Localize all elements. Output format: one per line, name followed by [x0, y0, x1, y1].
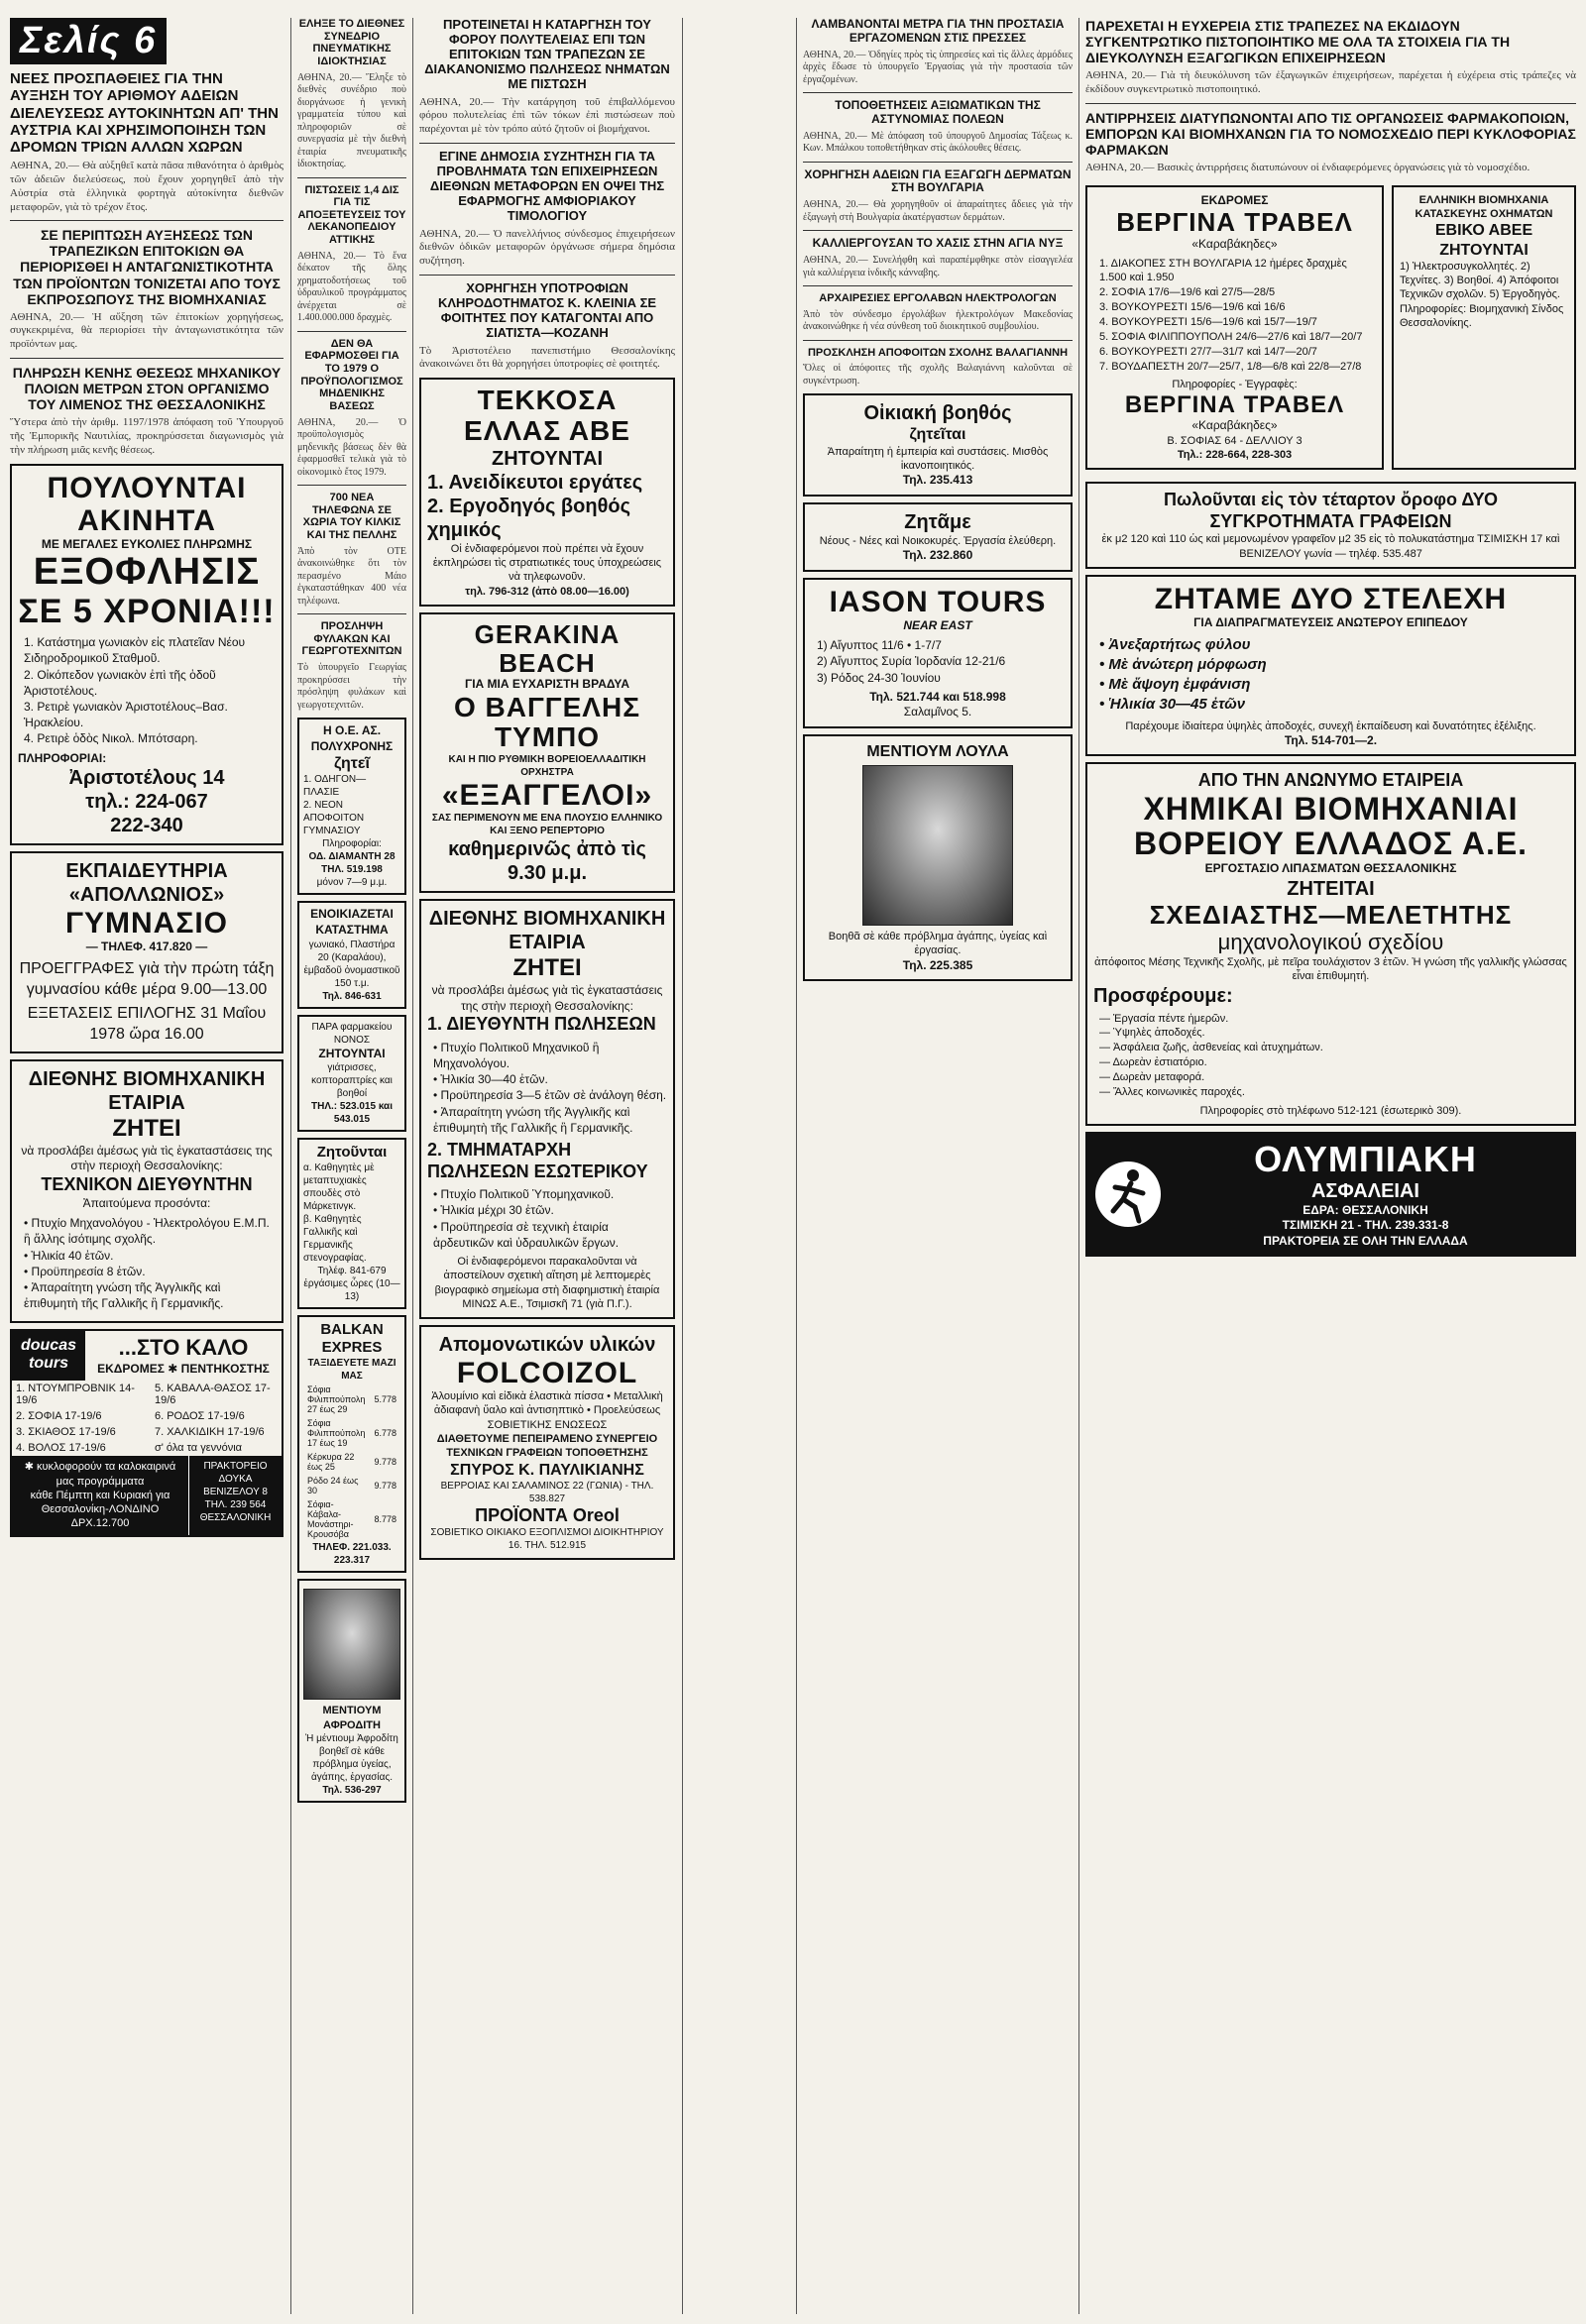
- table-cell: 7. ΧΑΛΚΙΔΙΚΗ 17-19/6: [154, 1426, 265, 1439]
- list-item: • Ἡλικία μέχρι 30 ἐτῶν.: [433, 1203, 554, 1218]
- list-item: β. Καθηγητὲς Γαλλικῆς καὶ Γερμανικῆς στενογραφίας.: [303, 1214, 367, 1265]
- ad-housekeeper: [803, 393, 1073, 496]
- column-rule: [412, 18, 413, 2314]
- ad-title: ΕΚΠΑΙΔΕΥΤΗΡΙΑ «ΑΠΟΛΛΩΝΙΟΣ»: [65, 860, 228, 907]
- column-2: [297, 18, 406, 2314]
- ad-offer-label: Προσφέρουμε:: [1093, 984, 1233, 1007]
- list-item: 5. ΣΟΦΙΑ ΦΙΛΙΠΠΟΥΠΟΛΗ 24/6—27/6 καὶ 18/7—20/7: [1099, 330, 1363, 343]
- list-item: 4. ΒΟΥΚΟΥΡΕΣΤΙ 15/6—19/6 καὶ 15/7—19/7: [1099, 315, 1317, 328]
- ad-subtitle: ζητεῖ: [334, 755, 370, 773]
- ad-big-text: ΕΞΟΦΛΗΣΙΣ: [33, 551, 261, 594]
- article-body: ΑΘΗΝΑ, 20.— Ἔληξε τὸ διεθνὲς συνέδριο ποὺ διοργάνωσε ἡ γενικὴ γραμματεία τύπου καὶ πληροφοριῶν σὲ συνεργασία μὲ τὴν διεθνὴ ἑταιρία πνευματικῆς ἰδιοκτησίας.: [297, 71, 406, 170]
- ad-hours: ἐργάσιμες ὧρες (10—13): [303, 1278, 400, 1303]
- ad-phone: Τηλ. 235.413: [902, 473, 973, 488]
- article-body: ΑΘΗΝΑ, 20.— Ὁ προϋπολογισμὸς μηδενικῆς βάσεως δὲν θὰ ἐφαρμοσθεῖ τελικὰ γιὰ τὸ οἰκονομικὸ ἔτος 1979.: [297, 416, 406, 478]
- headline-port: ΠΛΗΡΩΣΗ ΚΕΝΗΣ ΘΕΣΕΩΣ ΜΗΧΑΝΙΚΟΥ ΠΛΟΙΩΝ ΜΕΤΡΩΝ ΣΤΟΝ ΟΡΓΑΝΙΣΜΟ ΤΟΥ ΛΙΜΕΝΟΣ ΤΗΣ ΘΕΣΣΑΛΟΝΙΚΗΣ: [12, 364, 282, 413]
- list-item: 3. ΒΟΥΚΟΥΡΕΣΤΙ 15/6—19/6 καὶ 16/6: [1099, 301, 1286, 314]
- ad-subtitle: «Καραβάκηδες»: [1191, 237, 1278, 251]
- table-row: [303, 1416, 400, 1450]
- headline-credits: ΠΙΣΤΩΣΕΙΣ 1,4 ΔΙΣ ΓΙΑ ΤΙΣ ΑΠΟΞΕΤΕΥΣΕΙΣ ΤΟΥ ΛΕΚΑΝΟΠΕΔΙΟΥ ΑΤΤΙΚΗΣ: [297, 183, 406, 247]
- list-item: 7. ΒΟΥΔΑΠΕΣΤΗ 20/7—25/7, 1/8—6/8 καὶ 22/8—27/8: [1099, 360, 1362, 373]
- ad-brand: FOLCOIZOL: [456, 1357, 638, 1390]
- ad-line: ΕΞΕΤΑΣΕΙΣ ΕΠΙΛΟΓΗΣ 31 Μαΐου 1978 ὥρα 16.00: [27, 1005, 267, 1044]
- list-item: 1. Κατάστημα γωνιακὸν εἰς πλατεῖαν Νέου Σιδηροδρομικοῦ Σταθμοῦ.: [24, 635, 246, 666]
- ad-info-label: Πληροφορίαι:: [322, 838, 382, 850]
- table-row: [303, 1497, 400, 1541]
- table-cell: 5.778: [374, 1394, 396, 1405]
- table-cell: 6.778: [374, 1428, 396, 1439]
- article-body: ΑΘΗΝΑ, 20.— Βασικὲς ἀντιρρήσεις διατυπώνουν οἱ ἐνδιαφερόμενες ὀργανώσεις γιὰ τὸ νομοσχέδιο.: [1085, 162, 1530, 174]
- ad-title: IASON TOURS: [829, 585, 1047, 618]
- masthead: Σελίς 6: [10, 18, 167, 64]
- list-item: 3. Ρετιρὲ γωνιακὸν Ἀριστοτέλους–Βασ. Ἡρακλείου.: [24, 700, 228, 730]
- list-item: 2. Οἰκόπεδον γωνιακὸν ἐπὶ τῆς ὁδοῦ Ἀριστοτέλους.: [24, 667, 216, 698]
- list-item: • Προϋπηρεσία 8 ἐτῶν.: [24, 1264, 146, 1278]
- ad-body: ἐκ μ2 120 καὶ 110 ὡς καὶ μεμονωμένον γραφεῖον μ2 35 εἰς τὸ πολυκατάστημα ΤΣΙΜΙΣΚΗ 17 καὶ ΒΕΝΙΖΕΛΟΥ γωνία — τηλέφ. 535.487: [1101, 533, 1560, 560]
- table-cell: 2. ΣΟΦΙΑ 17-19/6: [16, 1410, 102, 1423]
- ad-body: γωνιακό, Πλαστήρα 20 (Καραλάου), ἐμβαδοῦ ὀνομαστικοῦ 150 τ.μ.: [303, 939, 400, 989]
- column-rule: [290, 18, 291, 2314]
- list-item: • Μὲ ἀνώτερη μόρφωση: [1099, 655, 1267, 673]
- ad-title: GERAKINA BEACH: [474, 618, 621, 678]
- table-row: [12, 1424, 282, 1440]
- article-body: ΑΘΗΝΑ, 20.— Τὸ ἕνα δέκατον τῆς ὅλης χρηματοδοτήσεως τοῦ ὑδραυλικοῦ προγράμματος ἀνέρχεται σὲ 1.400.000.000 δραχμὲς.: [297, 250, 406, 324]
- ad-subtitle: ΕΒΙΚΟ ΑΒΕΕ: [1434, 222, 1533, 240]
- ad-footer: ✱ κυκλοφορούν τα καλοκαιρινά μας προγράμματα: [24, 1461, 176, 1488]
- list-item: • Ἡλικία 40 ἐτῶν.: [24, 1248, 114, 1263]
- list-item: • Ἀπαραίτητη γνώση τῆς Ἀγγλικῆς καὶ ἐπιθυμητὴ τῆς Γαλλικῆς ἢ Γερμανικῆς.: [433, 1104, 633, 1135]
- ad-subtitle: ΕΡΓΟΣΤΑΣΙΟ ΛΙΠΑΣΜΑΤΩΝ ΘΕΣΣΑΛΟΝΙΚΗΣ: [1204, 861, 1457, 876]
- ad-title: Η Ο.Ε. ΑΣ. ΠΟΛΥΧΡΟΝΗΣ: [310, 723, 394, 753]
- column-5: [1085, 18, 1576, 2314]
- ad-want: ΖΗΤΟΥΝΤΑΙ: [1439, 241, 1529, 259]
- list-item: • Ἡλικία 30—45 ἐτῶν: [1099, 696, 1246, 714]
- ad-subtitle: ΓΙΑ ΔΙΑΠΡΑΓΜΑΤΕΥΣΕΙΣ ΑΝΩΤΕΡΟΥ ΕΠΙΠΕΔΟΥ: [1193, 615, 1468, 629]
- ad-body: Οἱ ἐνδιαφερόμενοι ποὺ πρέπει νὰ ἔχουν ἐκπληρώσει τὶς στρατιωτικές τους ὑποχρεώσεις νὰ τηλεφωνοῦν.: [432, 542, 662, 584]
- ad-body: Νέους - Νέες καὶ Νοικοκυρές. Ἐργασία ἐλεύθερη.: [819, 534, 1057, 547]
- ad-real-estate: [10, 464, 283, 846]
- article-body: ΑΘΗΝΑ, 20.— Θὰ αὐξηθεῖ κατὰ πᾶσα πιθανότητα ὁ ἀριθμὸς τῶν ἀδειῶν διελεύσεως, ποὺ ἔχουν χορηγηθεῖ ἀπὸ τὴν Αὐστρία στὰ ἑλληνικὰ φορτηγὰ αὐτοκίνητα διεθνῶν μεταφορῶν, γιὰ τὸ τρέχον ἔτος.: [10, 160, 283, 213]
- ad-subtitle: ΜΕ ΜΕΓΑΛΕΣ ΕΥΚΟΛΙΕΣ ΠΛΗΡΩΜΗΣ: [41, 536, 253, 551]
- ad-subtitle: ΤΑΞΙΔΕΥΕΤΕ ΜΑΖΙ ΜΑΣ: [307, 1358, 396, 1383]
- list-item: • Μὲ ἄψογη ἐμφάνιση: [1099, 676, 1251, 694]
- ad-address: Ἀριστοτέλους 14: [68, 767, 225, 790]
- ad-name: ΧΗΜΙΚΑΙ ΒΙΟΜΗΧΑΝΙΑΙ ΒΟΡΕΙΟΥ ΕΛΛΑΔΟΣ Α.Ε.: [1133, 791, 1529, 862]
- ad-title: Πωλοῦνται εἰς τὸν τέταρτον ὄροφο ΔΥΟ ΣΥΓΚΡΟΤΗΜΑΤΑ ΓΡΑΦΕΙΩΝ: [1164, 490, 1498, 531]
- table-row: [12, 1381, 282, 1408]
- ad-two-executives: [1085, 575, 1576, 756]
- ad-role: 1. ΔΙΕΥΘΥΝΤΗ ΠΩΛΗΣΕΩΝ: [427, 1014, 656, 1035]
- ad-phone: τηλ. 796-312 (ἀπὸ 08.00—16.00): [465, 585, 629, 598]
- table-cell: 9.778: [374, 1481, 396, 1492]
- table-cell: 1. ΝΤΟΥΜΠΡΟΒΝΙΚ 14-19/6: [16, 1383, 135, 1407]
- column-rule: [796, 18, 797, 2314]
- article-body: Τὸ Ἀριστοτέλειο πανεπιστήμιο Θεσσαλονίκης ἀνακοινώνει ὅτι θὰ χορηγήσει ὑποτροφίες σὲ φοιτητές.: [419, 344, 675, 371]
- ad-offices-sale: [1085, 482, 1576, 569]
- ad-title: ΜΕΝΤΙΟΥΜ ΛΟΥΛΑ: [866, 742, 1009, 760]
- ad-vergina-travel: [1085, 185, 1384, 470]
- ad-phone: — ΤΗΛΕΦ. 417.820 —: [85, 940, 208, 954]
- ad-subtitle: ΣΑΣ ΠΕΡΙΜΕΝΟΥΝ ΜΕ ΕΝΑ ΠΛΟΥΣΙΟ ΕΛΛΗΝΙΚΟ ΚΑΙ ΞΕΝΟ ΡΕΠΕΡΤΟΡΙΟ: [431, 813, 663, 837]
- ad-address: ΟΔ. ΔΙΑΜΑΝΤΗ 28: [308, 851, 396, 863]
- ad-want: ΖΗΤΕΙΤΑΙ: [1287, 878, 1375, 901]
- list-item: • Ἀνεξαρτήτως φύλου: [1099, 635, 1251, 653]
- column-4: [803, 18, 1073, 2314]
- article-body: Ὅλες οἱ ἀπόφοιτες τῆς σχολῆς Βαλαγιάννη καλοῦνται σὲ συγκέντρωση.: [803, 363, 1073, 387]
- ad-address: Σαλαμῖνος 5.: [903, 705, 972, 719]
- headline-pharmacists: ΑΝΤΙΡΡΗΣΕΙΣ ΔΙΑΤΥΠΩΝΟΝΤΑΙ ΑΠΟ ΤΙΣ ΟΡΓΑΝΩΣΕΙΣ ΦΑΡΜΑΚΟΠΟΙΩΝ, ΕΜΠΟΡΩΝ ΚΑΙ ΒΙΟΜΗΧΑΝΩΝ ΓΙΑ ΤΟ ΝΟΜΟΣΧΕΔΙΟ ΠΕΡΙ ΚΥΚΛΟΦΟΡΙΑΣ ΦΑΡΜΑΚΩΝ: [1085, 109, 1576, 158]
- ad-title: ΔΙΕΘΝΗΣ ΒΙΟΜΗΧΑΝΙΚΗ ΕΤΑΙΡΙΑ: [28, 1067, 266, 1114]
- article-body: ΑΘΗΝΑ, 20.— Ὁ πανελλήνιος σύνδεσμος ἐπιχειρήσεων διεθνῶν ὁδικῶν μεταφορῶν ὀργάνωσε σήμερα δημόσια συζήτηση.: [419, 227, 675, 268]
- ad-title: ΤΕΚΚΟΣΑ ΕΛΛΑΣ ΑΒΕ: [464, 385, 630, 446]
- ad-phone: Πληροφορίες: Βιομηχανικὴ Σίνδος Θεσσαλονίκης.: [1400, 302, 1564, 329]
- ad-gerakina-beach: [419, 612, 675, 893]
- ad-top: ΕΚΔΡΟΜΕΣ: [1200, 192, 1269, 207]
- ad-hours: μόνον 7—9 μ.μ.: [316, 877, 388, 889]
- ad-phone: 222-340: [110, 815, 183, 837]
- list-item: • Προϋπηρεσία 3—5 ἐτῶν σὲ ἀνάλογη θέση.: [433, 1088, 667, 1103]
- list-item: • Πτυχίο Μηχανολόγου - Ἠλεκτρολόγου Ε.Μ.Π. ἢ ἄλλης ἰσότιμης σχολῆς.: [24, 1216, 270, 1247]
- ad-role: μηχανολογικού σχεδίου: [1217, 929, 1444, 954]
- ad-body: Ἡ μέντιουμ Ἀφροδίτη βοηθεῖ σὲ κάθε πρόβλημα ὑγείας, ἀγάπης, ἐργασίας.: [305, 1732, 398, 1783]
- ad-phone: τηλ.: 224-067: [85, 791, 208, 814]
- list-item: — Δωρεὰν μεταφορά.: [1099, 1071, 1205, 1083]
- ad-info-label: Πληροφορίες - Ἐγγραφὲς:: [1172, 379, 1298, 391]
- ad-industrial-company-2: [419, 899, 675, 1319]
- ad-pharmacy: [297, 1015, 406, 1133]
- list-item: 3) Ρόδος 24-30 Ἰουνίου: [817, 670, 941, 685]
- ad-phone: Τηλ. 232.860: [902, 548, 973, 563]
- ad-subtitle: ΖΗΤΕΙ: [112, 1114, 181, 1142]
- headline-hashish: ΚΑΛΛΙΕΡΓΟΥΣΑΝ ΤΟ ΧΑΣΙΣ ΣΤΗΝ ΑΓΙΑ ΝΥΞ: [812, 236, 1064, 251]
- ad-address: Β. ΣΟΦΙΑΣ 64 - ΔΕΛΛΙΟΥ 3: [1167, 434, 1303, 447]
- headline-transport: ΕΓΙΝΕ ΔΗΜΟΣΙΑ ΣΥΖΗΤΗΣΗ ΓΙΑ ΤΑ ΠΡΟΒΛΗΜΑΤΑ ΤΩΝ ΕΠΙΧΕΙΡΗΣΕΩΝ ΔΙΕΘΝΩΝ ΜΕΤΑΦΟΡΩΝ ΕΝ ΟΨΕΙ ΤΗΣ ΕΦΑΡΜΟΓΗΣ ΑΜΦΙΟΡΙΑΚΟΥ ΤΙΜΟΛΟΓΙΟΥ: [429, 148, 665, 223]
- ad-subtitle: ζητεῖται: [909, 426, 966, 444]
- table-cell: 3. ΣΚΙΑΘΟΣ 17-19/6: [16, 1426, 116, 1439]
- table-row: [303, 1474, 400, 1497]
- ad-title: ΟΛΥΜΠΙΑΚΗ: [1254, 1138, 1477, 1179]
- headline-telephones: 700 ΝΕΑ ΤΗΛΕΦΩΝΑ ΣΕ ΧΩΡΙΑ ΤΟΥ ΚΙΛΚΙΣ ΚΑΙ ΤΗΣ ΠΕΛΛΗΣ: [302, 492, 401, 542]
- article-body: ΑΘΗΝΑ, 20.— Συνελήφθη καὶ παραπέμφθηκε στὸν εἰσαγγελέα γιὰ καλλιέργεια ἰνδικῆς κάνναβης.: [803, 255, 1073, 278]
- ad-title: ΠΑΡΑ φαρμακείου ΝΟΝΟΣ: [311, 1021, 393, 1046]
- ad-subtitle: ΖΗΤΟΥΝΤΑΙ: [318, 1046, 386, 1060]
- article-body: Ἀπὸ τὸν ΟΤΕ ἀνακοινώθηκε ὅτι τὸν περασμένο Μάιο ἐγκαταστάθηκαν 400 νέα τηλέφωνα.: [297, 545, 406, 607]
- ad-subtitle: ΑΣΦΑΛΕΙΑΙ: [1310, 1179, 1419, 1202]
- list-item: — Ἄλλες κοινωνικὲς παροχές.: [1099, 1085, 1245, 1098]
- ad-polychronis: [297, 718, 406, 895]
- ad-we-seek: [803, 502, 1073, 572]
- headline-budget: ΔΕΝ ΘΑ ΕΦΑΡΜΟΣΘΕΙ ΓΙΑ ΤΟ 1979 Ο ΠΡΟΫΠΟΛΟΓΙΣΜΟΣ ΜΗΔΕΝΙΚΗΣ ΒΑΣΕΩΣ: [300, 337, 403, 412]
- ad-title: ΕΝΟΙΚΙΑΖΕΤΑΙ ΚΑΤΑΣΤΗΜΑ: [310, 907, 394, 938]
- ad-teachers-wanted: [297, 1138, 406, 1309]
- ad-ebiko: [1392, 185, 1576, 470]
- ad-name: Ο ΒΑΓΓΕΛΗΣ ΤΥΜΠΟ: [453, 691, 641, 753]
- headline-austria: ΝΕΕΣ ΠΡΟΣΠΑΘΕΙΕΣ ΓΙΑ ΤΗΝ ΑΥΞΗΣΗ ΤΟΥ ΑΡΙΘΜΟΥ ΑΔΕΙΩΝ ΔΙΕΛΕΥΣΕΩΣ ΑΥΤΟΚΙΝΗΤΩΝ ΑΠ' ΤΗΝ ΑΥΣΤΡΙΑ ΚΑΙ ΧΡΗΣΙΜΟΠΟΙΗΣΗ ΤΩΝ ΔΡΟΜΩΝ ΤΡΙΩΝ ΑΛΛΩΝ ΧΩΡΩΝ: [10, 70, 279, 156]
- ad-olympiaki: [1085, 1132, 1576, 1257]
- table-row: [303, 1450, 400, 1474]
- headline-presses: ΛΑΜΒΑΝΟΝΤΑΙ ΜΕΤΡΑ ΓΙΑ ΤΗΝ ΠΡΟΣΤΑΣΙΑ ΕΡΓΑΖΟΜΕΝΩΝ ΣΤΙΣ ΠΡΕΣΣΕΣ: [811, 18, 1065, 45]
- ad-intro: νὰ προσλάβει ἀμέσως γιὰ τὶς ἐγκαταστάσεις της στὴν περιοχὴ Θεσσαλονίκης:: [431, 983, 663, 1013]
- table-row: [303, 1383, 400, 1416]
- ad-medium-afroditi: [297, 1579, 406, 1803]
- ad-body: γιάτρισσες, κοπτοραπτρίες και βοηθοί: [311, 1062, 393, 1100]
- ad-title: ...ΣΤΟ ΚΑΛΟ: [118, 1335, 249, 1361]
- ad-phone: Τηλ. 514-701—2.: [1284, 732, 1378, 747]
- ad-role: ΤΕΧΝΙΚΟΝ ΔΙΕΥΘΥΝΤΗΝ: [41, 1173, 253, 1194]
- column-1: [10, 18, 283, 2314]
- ad-phone: ΤΗΛ. 519.198: [321, 864, 383, 876]
- headline-congress: ΕΛΗΞΕ ΤΟ ΔΙΕΘΝΕΣ ΣΥΝΕΔΡΙΟ ΠΝΕΥΜΑΤΙΚΗΣ ΙΔΙΟΚΤΗΣΙΑΣ: [298, 18, 405, 67]
- column-rule: [682, 18, 683, 2314]
- list-item: — Ἐργασία πέντε ἡμερῶν.: [1099, 1012, 1229, 1025]
- ad-doucas-tours: [10, 1329, 283, 1536]
- ad-body: Βοηθᾶ σὲ κάθε πρόβλημα ἀγάπης, ὑγείας καὶ ἐργασίας.: [828, 931, 1048, 957]
- ad-role: ΣΧΕΔΙΑΣΤΗΣ—ΜΕΛΕΤΗΤΗΣ: [1149, 900, 1513, 931]
- ad-title: ΜΕΝΤΙΟΥΜ ΑΦΡΟΔΙΤΗ: [322, 1705, 382, 1731]
- ad-subtitle: ΕΚΔΡΟΜΕΣ ✱ ΠΕΝΤΗΚΟΣΤΗΣ: [97, 1361, 270, 1376]
- ad-phone: Τηλ. 521.744 και 518.998: [869, 689, 1006, 704]
- ad-iason-tours: [803, 578, 1073, 728]
- list-item: 1) Αἴγυπτος 11/6 • 1-7/7: [817, 638, 942, 653]
- ad-body: Παρέχουμε ἰδιαίτερα ὑψηλὲς ἀποδοχές, συνεχῆ ἐκπαίδευση καὶ δυνατότητες ἐξέλιξης.: [1125, 719, 1536, 732]
- ad-title: BALKAN EXPRES: [320, 1321, 384, 1357]
- ad-subtitle: ΚΑΙ Η ΠΙΟ ΡΥΘΜΙΚΗ ΒΟΡΕΙΟΕΛΛΑΔΙΤΙΚΗ ΟΡΧΗΣΤΡΑ: [448, 754, 646, 779]
- ad-medium-loula: [803, 734, 1073, 981]
- ad-name: ΣΠΥΡΟΣ Κ. ΠΑΥΛΙΚΙΑΝΗΣ: [450, 1461, 644, 1479]
- list-item: • Προϋπηρεσία σὲ τεχνικὴ ἑταιρία ἀρδευτικῶν καὶ ὑδραυλικῶν ἔργων.: [433, 1219, 620, 1250]
- ad-title: ΒΕΡΓΙΝΑ ΤΡΑΒΕΛ: [1116, 207, 1353, 238]
- ad-title: ΕΛΛΗΝΙΚΗ ΒΙΟΜΗΧΑΝΙΑ ΚΑΤΑΣΚΕΥΗΣ ΟΧΗΜΑΤΩΝ: [1415, 193, 1553, 221]
- article-body: ΑΘΗΝΑ, 20.— Ἡ αὔξηση τῶν ἐπιτοκίων χορηγήσεως, συγκεκριμένα, θὰ περιορίσει τὴν ἀνταγωνιστικότητα τῶν προϊόντων μας.: [10, 310, 283, 351]
- article-body: ΑΘΗΝΑ, 20.— Θὰ χορηγηθοῦν οἱ ἀπαραίτητες ἄδειες γιὰ τὴν ἐξαγωγὴ στὴ Βουλγαρία ἀκατέργαστων δερμάτων.: [803, 199, 1073, 223]
- ad-info-label: ΠΛΗΡΟΦΟΡΙΑΙ:: [18, 750, 107, 765]
- ad-hq: ΕΔΡΑ: ΘΕΣΣΑΛΟΝΙΚΗ: [1303, 1202, 1428, 1217]
- ad-title: ΒΕΡΓΙΝΑ ΤΡΑΒΕΛ: [1124, 390, 1345, 418]
- list-item: — Δωρεὰν ἐστιατόριο.: [1099, 1056, 1207, 1069]
- ad-phone: ΤΗΛ.: 523.015 και 543.015: [311, 1101, 393, 1126]
- headline-interest-rates: ΣΕ ΠΕΡΙΠΤΩΣΗ ΑΥΞΗΣΕΩΣ ΤΩΝ ΤΡΑΠΕΖΙΚΩΝ ΕΠΙΤΟΚΙΩΝ ΘΑ ΠΕΡΙΟΡΙΣΘΕΙ Η ΑΝΤΑΓΩΝΙΣΤΙΚΟΤΗΤΑ ΤΩΝ ΠΡΟΪΟΝΤΩΝ ΤΟΝΙΖΕΤΑΙ ΑΠΟ ΤΟΥΣ ΕΚΠΡΟΣΩΠΟΥΣ ΤΗΣ ΒΙΟΜΗΧΑΝΙΑΣ: [13, 227, 281, 307]
- ad-big-text: ΣΕ 5 ΧΡΟΝΙΑ!!!: [18, 592, 276, 630]
- list-item: • Ἡλικία 30—40 ἐτῶν.: [433, 1072, 548, 1087]
- portrait-photo: [303, 1589, 400, 1700]
- list-item: 1. Ανειδίκευτοι εργάτες: [427, 471, 643, 494]
- ad-chemical-industries: [1085, 762, 1576, 1126]
- runner-icon: [1093, 1160, 1163, 1229]
- ad-title: ΔΙΕΘΝΗΣ ΒΙΟΜΗΧΑΝΙΚΗ ΕΤΑΙΡΙΑ: [428, 908, 666, 954]
- ad-title: ΠΟΥΛΟΥΝΤΑΙ ΑΚΙΝΗΤΑ: [47, 471, 247, 537]
- ad-school: [10, 851, 283, 1053]
- table-cell: Σόφια-Κάβαλα-Μονάστηρι-Κρουσόβα: [307, 1499, 354, 1540]
- ad-industrial-company: [10, 1059, 283, 1323]
- list-item: 2. Εργοδηγός βοηθός χημικός: [427, 495, 630, 541]
- table-row: [12, 1440, 282, 1456]
- doucas-logo: doucas tours: [12, 1331, 85, 1381]
- ad-body: ΔΙΑΘΕΤΟΥΜΕ ΠΕΠΕΙΡΑΜΕΝΟ ΣΥΝΕΡΓΕΙΟ ΤΕΧΝΙΚΩΝ ΓΡΑΦΕΙΩΝ ΤΟΠΟΘΕΤΗΣΗΣ: [436, 1433, 658, 1460]
- ad-title: ΑΠΟ ΤΗΝ ΑΝΩΝΥΜΟ ΕΤΑΙΡΕΙΑ: [1197, 770, 1464, 791]
- ad-title: Οἰκιακή βοηθός: [863, 402, 1012, 425]
- ad-folcoizol: [419, 1325, 675, 1560]
- headline-leather: ΧΟΡΗΓΗΣΗ ΑΔΕΙΩΝ ΓΙΑ ΕΞΑΓΩΓΗ ΔΕΡΜΑΤΩΝ ΣΤΗ ΒΟΥΛΓΑΡΙΑ: [804, 166, 1072, 195]
- ad-intro: νὰ προσλάβει ἀμέσως γιὰ τὶς ἐγκαταστάσεις της στὴν περιοχὴ Θεσσαλονίκης:: [21, 1143, 273, 1173]
- ad-address: ΤΣΙΜΙΣΚΗ 21 - ΤΗΛ. 239.331-8: [1282, 1218, 1449, 1233]
- table-cell: Κέρκυρα 22 έως 25: [307, 1452, 355, 1473]
- table-cell: Σόφια Φιλιππούπολη 27 έως 29: [307, 1384, 366, 1415]
- article-body: ΑΘΗΝΑ, 20.— Τὴν κατάργηση τοῦ ἐπιβαλλόμενου φόρου πολυτελείας ἐπὶ τῶν τόκων ἐπὶ πιστώσεων ποὺ παρέχονται μὲ τὸν τρόπο αὐτό ζητοῦν οἱ βιομήχανοι.: [419, 95, 675, 136]
- ad-phone: Τηλ. 846-631: [322, 990, 382, 1002]
- list-item: • Πτυχίο Πολιτικοῦ Μηχανικοῦ ἢ Μηχανολόγου.: [433, 1040, 600, 1071]
- list-item: 6. ΒΟΥΚΟΥΡΕΣΤΙ 27/7—31/7 καὶ 14/7—20/7: [1099, 345, 1317, 358]
- list-item: — Ἀσφάλεια ζωῆς, ἀσθενείας καὶ ἀτυχημάτων.: [1099, 1042, 1323, 1054]
- ad-title: Ζητᾶμε: [904, 510, 971, 533]
- ad-subtitle: «Καραβάκηδες»: [1191, 418, 1278, 433]
- ad-footer: κάθε Πέμπτη και Κυριακή για Θεσσαλονίκη-ΛΟΝΔΙΝΟ ΔΡΧ.12.700: [30, 1489, 170, 1530]
- article-body: Ἀπὸ τὸν σύνδεσμο ἐργολάβων ἠλεκτρολόγων Μακεδονίας ἀνακοινώθηκε ἡ νέα σύνθεση τοῦ διοικητικοῦ συμβουλίου.: [803, 308, 1073, 333]
- table-cell: 4. ΒΟΛΟΣ 17-19/6: [16, 1442, 106, 1455]
- headline-banks: ΠΑΡΕΧΕΤΑΙ Η ΕΥΧΕΡΕΙΑ ΣΤΙΣ ΤΡΑΠΕΖΕΣ ΝΑ ΕΚΔΙΔΟΥΝ ΣΥΓΚΕΝΤΡΩΤΙΚΟ ΠΙΣΤΟΠΟΙΗΤΙΚΟ ΜΕ ΟΛΑ ΤΑ ΣΤΟΙΧΕΙΑ ΓΙΑ ΤΗ ΔΙΕΥΚΟΛΥΝΣΗ ΕΞΑΓΩΓΙΚΩΝ ΕΠΙΧΕΙΡΗΣΕΩΝ: [1085, 18, 1511, 66]
- headline-guards: ΠΡΟΣΛΗΨΗ ΦΥΛΑΚΩΝ ΚΑΙ ΓΕΩΡΓΟΤΕΧΝΙΤΩΝ: [301, 620, 402, 658]
- ad-address: ΒΕΡΡΟΙΑΣ ΚΑΙ ΣΑΛΑΜΙΝΟΣ 22 (ΓΩΝΙΑ) - ΤΗΛ. 538.827: [440, 1480, 654, 1504]
- headline-graduates: ΠΡΟΣΚΛΗΣΗ ΑΠΟΦΟΙΤΩΝ ΣΧΟΛΗΣ ΒΑΛΑΓΙΑΝΝΗ: [807, 346, 1069, 359]
- ad-subtitle: ΓΥΜΝΑΣΙΟ: [64, 907, 229, 941]
- ad-tekkosa: [419, 378, 675, 607]
- ad-brand: ΠΡΟΪΟΝΤΑ Oreol: [475, 1504, 620, 1525]
- ad-phone: Πληροφορίες στὸ τηλέφωνο 512-121 (ἐσωτερικὸ 309).: [1199, 1104, 1462, 1117]
- article-body: ΑΘΗΝΑ, 20.— Γιὰ τὴ διευκόλυνση τῶν ἐξαγωγικῶν ἐπιχειρήσεων, παρέχεται ἡ εὐχέρεια στὶς τράπεζες νὰ ἐκδίδουν συγκεντρωτικὸ πιστοποιητικό.: [1085, 69, 1576, 96]
- article-body: ΑΘΗΝΑ, 20.— Ὁδηγίες πρὸς τὶς ὑπηρεσίες καὶ τὶς ἄλλες ἁρμόδιες ἀρχὲς ἔδωσε τὸ ὑπουργεῖο Ἐργασίας γιὰ τὴν προστασία τῶν ἐργαζομένων.: [803, 49, 1073, 85]
- ad-subtitle: ΓΙΑ ΜΙΑ ΕΥΧΑΡΙΣΤΗ ΒΡΑΔΥΑ: [465, 677, 629, 692]
- ad-body: ἀπόφοιτος Μέσης Τεχνικῆς Σχολῆς, μὲ πεῖρα τουλάχιστον 3 ἐτῶν. Ἡ γνώση τῆς γαλλικῆς γλώσσας εἶναι ἐπιθυμητή.: [1094, 956, 1567, 983]
- ad-body: Ἀλουμίνιο καὶ εἰδικὰ ἐλαστικὰ πίσσα • Μεταλλικὴ ἀδιαφανὴ ὕαλο καὶ ἀντισηπτικὸ • Προελεύσεως ΣΟΒΙΕΤΙΚΗΣ ΕΝΩΣΕΩΣ: [431, 1390, 663, 1431]
- ad-body: Ἀπαραίτητη ἡ ἐμπειρία καὶ συστάσεις. Μισθὸς ἱκανοποιητικός.: [827, 445, 1049, 472]
- ad-subtitle: NEAR EAST: [903, 617, 972, 632]
- ad-title: ΖΗΤΑΜΕ ΔΥΟ ΣΤΕΛΕΧΗ: [1154, 583, 1508, 615]
- ad-balkan-expres: [297, 1315, 406, 1573]
- ad-body: 1) Ἠλεκτροσυγκολλητές. 2) Τεχνίτες. 3) Βοηθοί. 4) Ἀπόφοιτοι Τεχνικῶν σχολῶν. 5) Ἐργοδηγὸς.: [1400, 260, 1560, 301]
- list-item: 1. ΟΔΗΓΟΝ—ΠΛΑΣΙΕ: [303, 774, 367, 799]
- list-item: • Πτυχίο Πολιτικοῦ Ὑπομηχανικοῦ.: [433, 1187, 615, 1202]
- ad-time: καθημερινῶς ἀπὸ τὶς 9.30 μ.μ.: [448, 838, 646, 885]
- ad-shop-rent: [297, 901, 406, 1008]
- table-row: [12, 1408, 282, 1424]
- ad-footer: ΠΡΑΚΤΟΡΕΙΑ ΣΕ ΟΛΗ ΤΗΝ ΕΛΛΑΔΑ: [1263, 1233, 1468, 1248]
- ad-subtitle: ΖΗΤΕΙ: [512, 954, 582, 982]
- tour-table: [12, 1381, 282, 1456]
- column-rule: [1078, 18, 1079, 2314]
- article-body: Ὕστερα ἀπὸ τὴν ἀριθμ. 1197/1978 ἀπόφαση τοῦ Ὑπουργοῦ τῆς Ἐμπορικῆς Ναυτιλίας, προκηρύσσεται διαγωνισμὸς γιὰ τὴν πλήρωση μιᾶς κενῆς θέσεως.: [10, 416, 283, 456]
- ad-subtitle: ΖΗΤΟΥΝΤΑΙ: [491, 447, 604, 470]
- ad-title: Απομονωτικών υλικών: [438, 1334, 656, 1357]
- headline-luxury-tax: ΠΡΟΤΕΙΝΕΤΑΙ Η ΚΑΤΑΡΓΗΣΗ ΤΟΥ ΦΟΡΟΥ ΠΟΛΥΤΕΛΕΙΑΣ ΕΠΙ ΤΩΝ ΕΠΙΤΟΚΙΩΝ ΤΩΝ ΤΡΑΠΕΖΩΝ ΣΕ ΔΙΑΚΑΝΟΝΙΣΜΟ ΠΩΛΗΣΕΩΣ ΝΗΜΑΤΩΝ ΜΕ ΠΙΣΤΩΣΗ: [424, 18, 670, 91]
- article-body: ΑΘΗΝΑ, 20.— Μὲ ἀπόφαση τοῦ ὑπουργοῦ Δημοσίας Τάξεως κ. Κων. Μπάλκου τοποθετήθηκαν στὶς ἀκόλουθες θέσεις.: [803, 130, 1073, 155]
- table-cell: Ρόδο 24 έως 30: [307, 1476, 359, 1496]
- list-item: — Ὑψηλὲς ἀποδοχές.: [1099, 1027, 1205, 1040]
- list-item: 4. Ρετιρὲ ὁδὸς Νικολ. Μπότσαρη.: [24, 731, 198, 746]
- ad-phone: Τηλ. 536-297: [322, 1784, 382, 1796]
- article-body: Τὸ ὑπουργεῖο Γεωργίας προκηρύσσει τὴν πρόσληψη φυλάκων καὶ γεωργοτεχνιτῶν.: [297, 662, 406, 711]
- ad-title: Ζητοῦνται: [316, 1144, 388, 1162]
- ad-phone: ΤΗΛΕΦ. 221.033. 223.317: [312, 1542, 392, 1567]
- tour-table: [303, 1383, 400, 1541]
- ad-footer: ΣΟΒΙΕΤΙΚΟ ΟΙΚΙΑΚΟ ΕΞΟΠΛΙΣΜΟΙ ΔΙΟΙΚΗΤΗΡΙΟΥ 16. ΤΗΛ. 512.915: [430, 1527, 664, 1552]
- table-cell: 6. ΡΟΔΟΣ 17-19/6: [154, 1410, 245, 1423]
- list-item: 1. ΔΙΑΚΟΠΕΣ ΣΤΗ ΒΟΥΛΓΑΡΙΑ 12 ἡμέρες δραχμὲς 1.500 καὶ 1.950: [1099, 257, 1347, 284]
- headline-scholarships: ΧΟΡΗΓΗΣΗ ΥΠΟΤΡΟΦΙΩΝ ΚΛΗΡΟΔΟΤΗΜΑΤΟΣ Κ. ΚΛΕΙΝΙΑ ΣΕ ΦΟΙΤΗΤΕΣ ΠΟΥ ΚΑΤΑΓΟΝΤΑΙ ΑΠΟ ΣΙΑΤΙΣΤΑ—ΚΟΖΑΝΗ: [437, 279, 657, 340]
- list-item: 2. ΣΟΦΙΑ 17/6—19/6 καὶ 27/5—28/5: [1099, 286, 1276, 299]
- ad-band: «ΕΞΑΓΓΕΛΟΙ»: [441, 779, 653, 813]
- table-cell: 8.778: [374, 1514, 396, 1525]
- table-cell: 5. ΚΑΒΑΛΑ-ΘΑΣΟΣ 17-19/6: [154, 1383, 271, 1407]
- list-item: α. Καθηγητὲς μὲ μεταπτυχιακὲς σπουδὲς στὸ Μάρκετινγκ.: [303, 1162, 375, 1213]
- list-item: • Ἀπαραίτητη γνώση τῆς Ἀγγλικῆς καὶ ἐπιθυμητὴ τῆς Γαλλικῆς ἢ Γερμανικῆς.: [24, 1279, 224, 1311]
- ad-phone: Τηλ.: 228-664, 228-303: [1177, 448, 1293, 461]
- ad-requirements-label: Ἀπαιτούμενα προσόντα:: [82, 1195, 211, 1210]
- ad-line: ΠΡΟΕΓΓΡΑΦΕΣ γιὰ τὴν πρώτη τάξη γυμνασίου κάθε μέρα 9.00—13.00: [19, 959, 275, 998]
- ad-role: 2. ΤΜΗΜΑΤΑΡΧΗ ΠΩΛΗΣΕΩΝ ΕΣΩΤΕΡΙΚΟΥ: [427, 1139, 648, 1181]
- ad-phone: Τηλέφ. 841-679: [317, 1266, 387, 1277]
- list-item: 2) Αἴγυπτος Συρία Ἰορδανία 12-21/6: [817, 654, 1006, 669]
- ad-phone: Τηλ. 225.385: [902, 957, 973, 972]
- column-3: [419, 18, 675, 2314]
- headline-police: ΤΟΠΟΘΕΤΗΣΕΙΣ ΑΞΙΩΜΑΤΙΚΩΝ ΤΗΣ ΑΣΤΥΝΟΜΙΑΣ ΠΟΛΕΩΝ: [835, 98, 1041, 126]
- ad-agency: ΠΡΑΚΤΟΡΕΙΟ ΔΟΥΚΑ ΒΕΝΙΖΕΛΟΥ 8 ΤΗΛ. 239 564 ΘΕΣΣΑΛΟΝΙΚΗ: [188, 1456, 282, 1534]
- headline-electricians: ΑΡΧΑΙΡΕΣΙΕΣ ΕΡΓΟΛΑΒΩΝ ΗΛΕΚΤΡΟΛΟΓΩΝ: [819, 292, 1057, 305]
- table-cell: 9.778: [374, 1457, 396, 1468]
- list-item: 2. ΝΕΟΝ ΑΠΟΦΟΙΤΟΝ ΓΥΜΝΑΣΙΟΥ: [303, 800, 365, 837]
- portrait-photo: [862, 765, 1013, 926]
- ad-footer: Οἱ ἐνδιαφερόμενοι παρακαλοῦνται νὰ ἀποστείλουν σχετικὴ αἴτηση μὲ λεπτομερὲς βιογραφικὸ σημείωμα στὴ διαφημιστικὴ ἑταιρία ΜΙΝΩΣ Α.Ε., Τσιμισκῆ 71 (γιὰ Π.Γ.).: [434, 1255, 660, 1310]
- table-cell: σ' όλα τα γεννόνια: [154, 1442, 243, 1455]
- table-cell: Σόφια Φιλιππούπολη 17 έως 19: [307, 1418, 366, 1449]
